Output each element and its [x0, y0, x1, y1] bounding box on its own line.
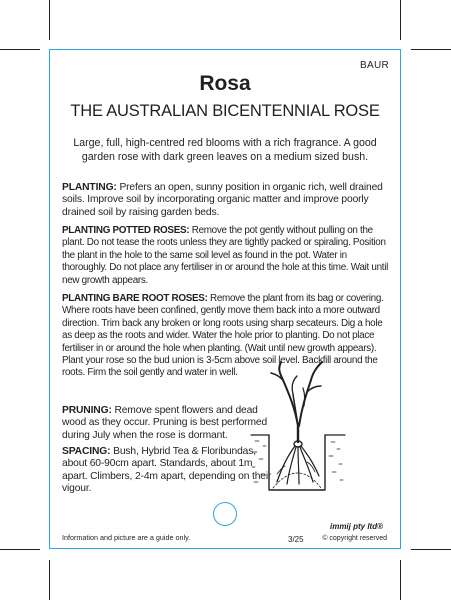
pruning-text: Remove spent flowers and dead wood as they occur. Pruning is best performed during July when the rose is dormant. — [62, 405, 268, 441]
description: Large, full, high-centred red blooms with a rich fragrance. A good garden rose with dark green leaves on a medium sized bush. — [73, 137, 377, 164]
bare-root-text: Remove the plant from its bag or covering. Where roots have been confined, gently move them back into a more outward direction. Trim back any broken or long roots using sharp secateurs. Dig a hole as deep as the roots and wider. Water the hole prior to planting. Do not place fertiliser in or around the hole when planting. (Wait until new growth appears). Plant your rose so the bud union is 3-5cm above soil level. Backfill around the roots. Firm the soil gently and water in well. — [62, 293, 384, 379]
spacing-text: Bush, Hybrid Tea & Floribundas, about 60-90cm apart. Standards, about 1m apart. Climbers, 2-4m apart, depending on their vigour. — [62, 446, 272, 495]
plant-title: Rosa — [199, 72, 251, 95]
punch-hole-circle-icon — [213, 502, 237, 526]
seed-label-card — [49, 49, 401, 549]
pruning-section — [62, 405, 276, 442]
crop-mark — [49, 0, 50, 40]
crop-mark — [0, 49, 40, 50]
crop-mark — [0, 549, 40, 550]
planting-section — [62, 182, 388, 219]
page-number: 3/25 — [288, 535, 304, 544]
disclaimer: Information and picture are a guide only. — [62, 533, 191, 542]
potted-text: Remove the pot gently without pulling on the plant. Do not tease the roots unless they are tightly packed or spiraling. Position the plant in the hole to the same soil level as found in the pot. Water in thoroughly. Do not place any fertiliser in or around the hole at this time. Wait until new growth appears. — [62, 225, 389, 286]
crop-mark — [49, 560, 50, 600]
copyright: © copyright reserved — [322, 535, 387, 542]
crop-mark — [411, 49, 451, 50]
product-code: BAUR — [360, 60, 389, 71]
bare-root-rose-planting-illustration-icon — [249, 356, 347, 496]
spacing-section — [62, 446, 276, 496]
pruning-heading: PRUNING: — [62, 405, 112, 416]
variety-subtitle: THE AUSTRALIAN BICENTENNIAL ROSE — [70, 102, 380, 120]
crop-mark — [411, 549, 451, 550]
crop-mark — [400, 0, 401, 40]
potted-section — [62, 225, 390, 287]
planting-text: Prefers an open, sunny position in organic rich, well drained soils. Improve soil by incorporating organic matter and improve poorly drained soil by raising garden beds. — [62, 182, 383, 218]
spacing-heading: SPACING: — [62, 446, 111, 457]
planting-heading: PLANTING: — [62, 182, 117, 193]
bare-root-heading: PLANTING BARE ROOT ROSES: — [62, 293, 208, 304]
crop-mark — [400, 560, 401, 600]
brand-name: immij pty ltd® — [329, 522, 383, 531]
potted-heading: PLANTING POTTED ROSES: — [62, 225, 190, 236]
